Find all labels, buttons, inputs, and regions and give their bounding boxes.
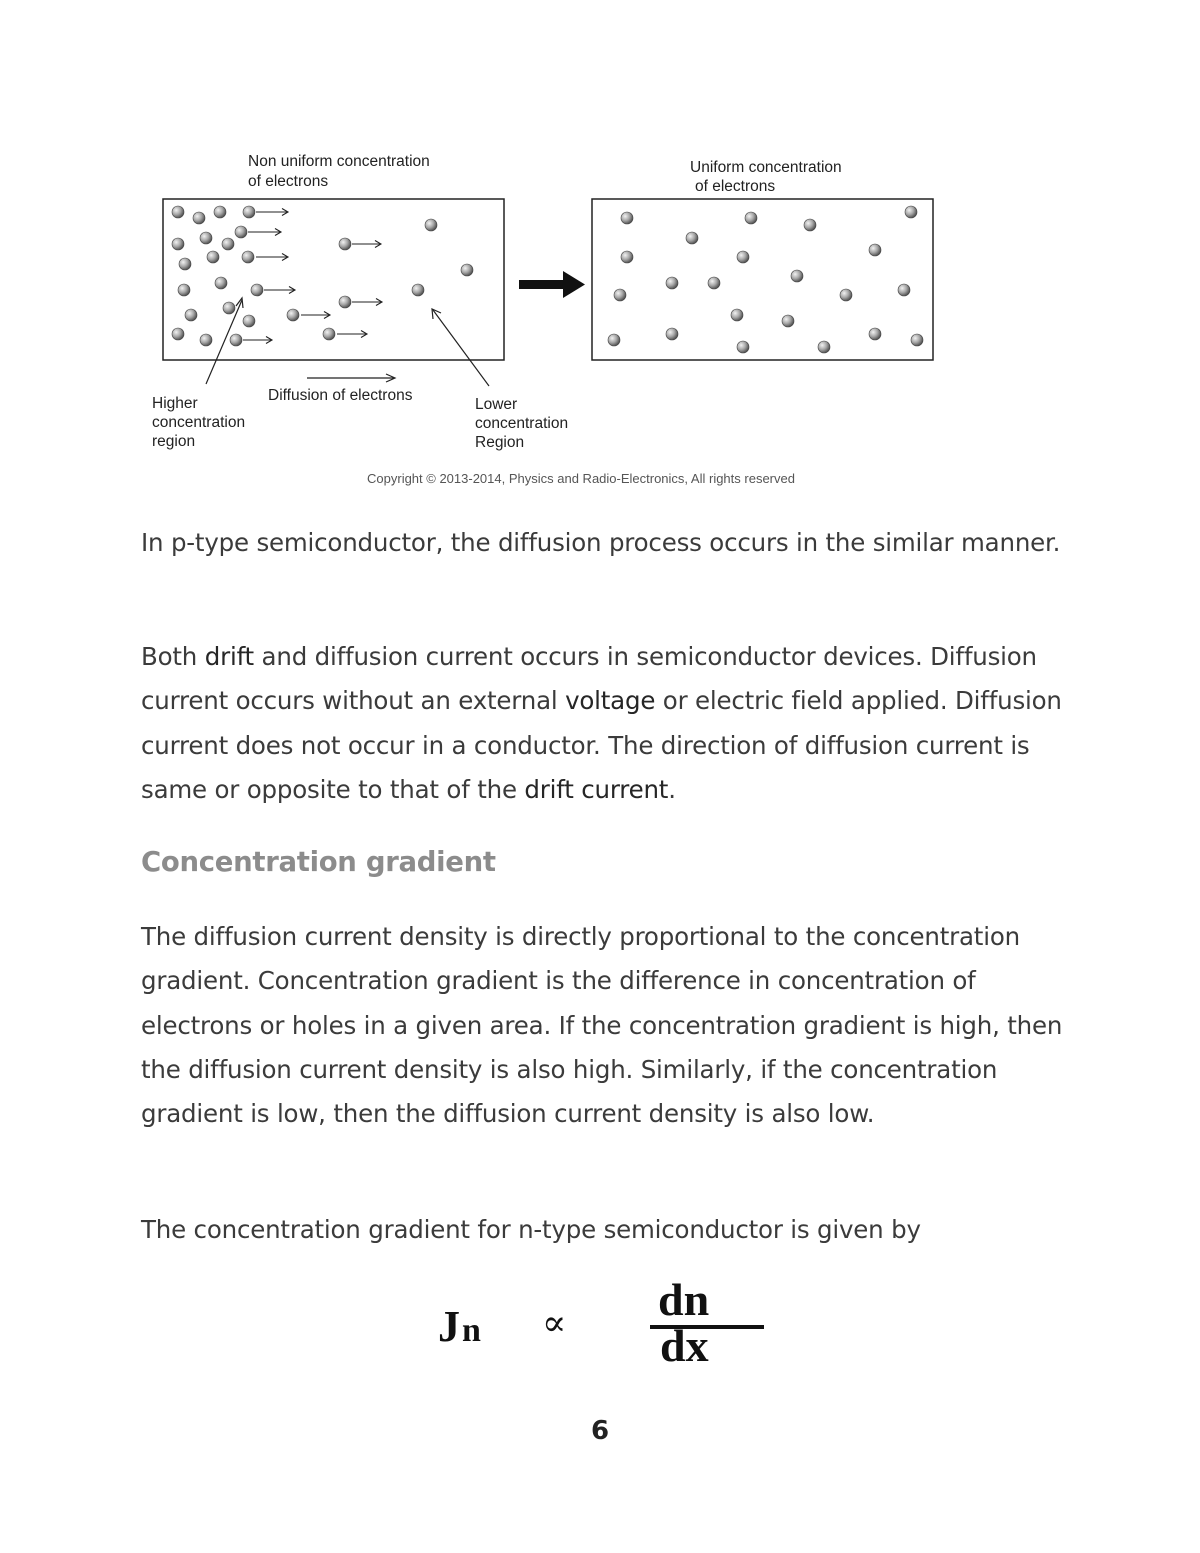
left-electron-arrows (243, 209, 382, 344)
electron (608, 334, 620, 346)
electron (223, 302, 235, 314)
electron (731, 309, 743, 321)
electron (737, 251, 749, 263)
equation-proportional-symbol: ∝ (542, 1303, 567, 1344)
equation-j: J (438, 1302, 460, 1351)
diffusion-current-equation (430, 1275, 780, 1370)
page-number: 6 (590, 1416, 610, 1446)
lower-region-label-3: Region (475, 434, 525, 451)
electron (666, 277, 678, 289)
electron (339, 238, 351, 250)
paragraph-concentration-gradient: The diffusion current density is directly proportional to the concentration gradient. Concentration gradient is the difference in concentration of electrons or holes in a given area. If the concentration gradient is high, then the diffusion current density is also high. Similarly, if the concentration gradient is low, then the diffusion current density is also low. (141, 922, 1063, 1129)
electron (214, 206, 226, 218)
electron (804, 219, 816, 231)
electron (251, 284, 263, 296)
paragraph-p-type: In p-type semiconductor, the diffusion process occurs in the similar manner. (141, 528, 1061, 557)
electron (745, 212, 757, 224)
electron (905, 206, 917, 218)
lower-region-label-1: Lower (475, 396, 518, 413)
electron (412, 284, 424, 296)
drift-current-link[interactable]: drift current (524, 774, 669, 804)
lower-region-pointer (433, 310, 489, 386)
electron (911, 334, 923, 346)
p2-text-1: Both (141, 642, 205, 671)
electron (461, 264, 473, 276)
equation-denominator: dx (660, 1320, 709, 1370)
transition-arrow-icon (519, 271, 585, 298)
electron (686, 232, 698, 244)
electron (179, 258, 191, 270)
equation-numerator: dn (658, 1275, 710, 1325)
copyright-notice: Copyright © 2013-2014, Physics and Radio-Electronics, All rights reserved (367, 471, 795, 486)
electron (708, 277, 720, 289)
electron (178, 284, 190, 296)
electron (242, 251, 254, 263)
diffusion-diagram (0, 0, 1200, 500)
drift-link[interactable]: drift (204, 642, 254, 671)
p2-text-3: or electric field applied. Diffusion current does not occur in a conductor. The direction of diffusion current is same or opposite to that of the (141, 686, 1062, 804)
paragraph-drift-diffusion (141, 635, 1081, 812)
diffusion-label: Diffusion of electrons (268, 387, 413, 404)
left-panel-label-line1: Non uniform concentration (248, 153, 430, 170)
higher-region-label-1: Higher (152, 395, 198, 412)
electron (230, 334, 242, 346)
lower-region-label-2: concentration (475, 415, 569, 432)
equation-subscript-n: n (462, 1312, 481, 1349)
electron (339, 296, 351, 308)
electron (425, 219, 437, 231)
electron (243, 315, 255, 327)
electron (200, 232, 212, 244)
section-heading: Concentration gradient (141, 846, 496, 878)
p2-text-2: and diffusion current occurs in semiconductor devices. Diffusion current occurs without an external (141, 642, 1037, 716)
uniform-panel (592, 199, 933, 360)
electron (737, 341, 749, 353)
electron (193, 212, 205, 224)
electron (287, 309, 299, 321)
voltage-link[interactable]: voltage (565, 686, 656, 716)
electron (172, 206, 184, 218)
electron (869, 328, 881, 340)
electron (207, 251, 219, 263)
electron (172, 328, 184, 340)
electron (840, 289, 852, 301)
paragraph-n-type-gradient: The concentration gradient for n-type semiconductor is given by (141, 1215, 921, 1244)
right-electrons (608, 206, 923, 353)
left-electrons (172, 206, 473, 346)
electron (222, 238, 234, 250)
electron (818, 341, 830, 353)
right-panel-label-line1: Uniform concentration (690, 159, 842, 176)
electron (621, 212, 633, 224)
electron (869, 244, 881, 256)
electron (215, 277, 227, 289)
electron (243, 206, 255, 218)
electron (614, 289, 626, 301)
electron (898, 284, 910, 296)
higher-region-label-3: region (152, 433, 196, 450)
electron (621, 251, 633, 263)
electron (235, 226, 247, 238)
electron (666, 328, 678, 340)
electron (200, 334, 212, 346)
electron (172, 238, 184, 250)
p2-text-4: . (668, 774, 676, 804)
electron (323, 328, 335, 340)
left-panel-label-line2: of electrons (248, 173, 329, 190)
right-panel-label-line2: of electrons (695, 178, 776, 195)
electron (791, 270, 803, 282)
electron (185, 309, 197, 321)
electron (782, 315, 794, 327)
higher-region-label-2: concentration (152, 414, 246, 431)
